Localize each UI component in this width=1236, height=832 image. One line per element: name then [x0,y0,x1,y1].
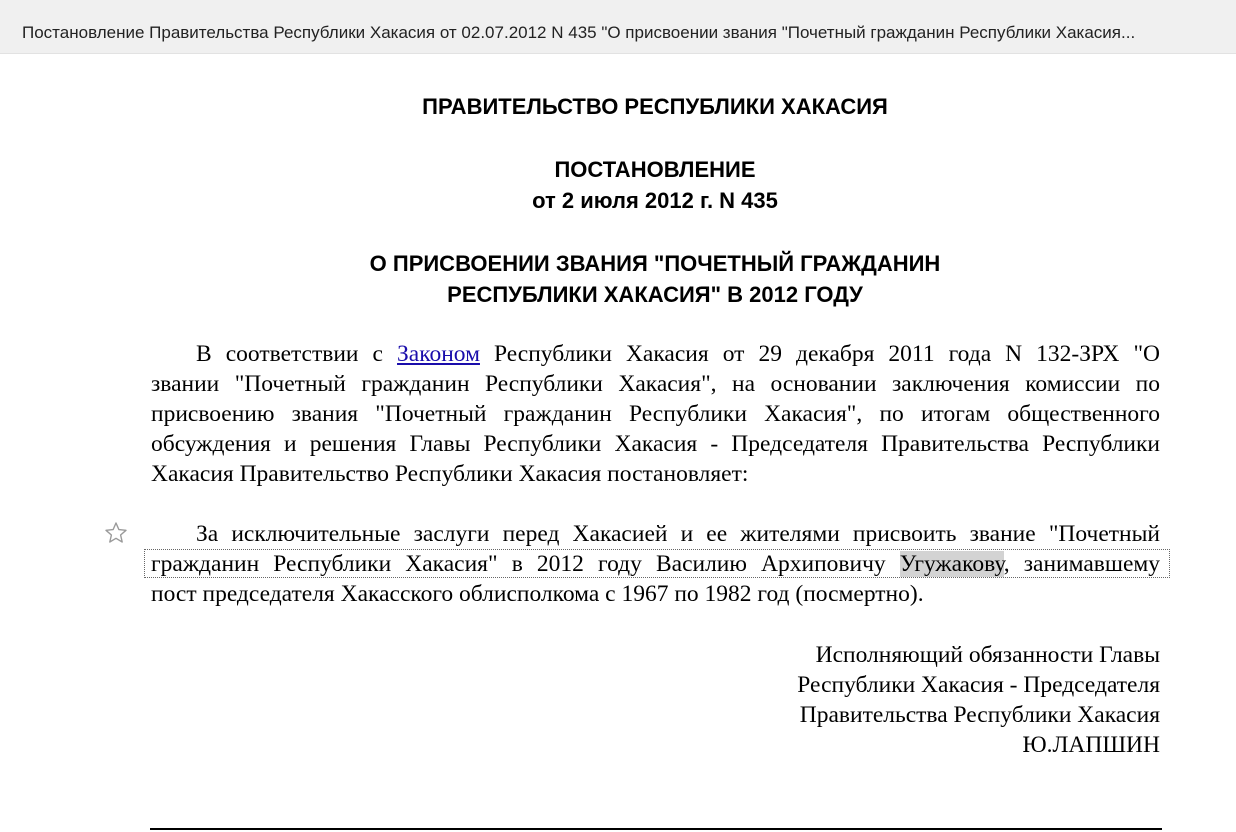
preamble-line-1: В соответствии с Законом Республики Хакасия от 29 декабря 2011 года N 132-ЗРХ "О [196,341,1161,367]
law-link[interactable]: Законом [397,341,480,367]
preamble-line-3: присвоению звания "Почетный гражданин Республики Хакасия", по итогам общественного [151,401,1160,427]
window-title: Постановление Правительства Республики Хакасия от 02.07.2012 N 435 "О присвоении звания "Почетный гражданин Республики Хакасия... [22,23,1136,42]
document-type: ПОСТАНОВЛЕНИЕ [554,157,756,182]
signature-line-3: Правительства Республики Хакасия [799,702,1160,728]
preamble-line-5: Хакасия Правительство Республики Хакасия постановляет: [151,461,749,487]
signature-name: Ю.ЛАПШИН [1022,732,1160,758]
preamble-line-2: звании "Почетный гражданин Республики Хакасия", на основании заключения комиссии по [151,371,1160,397]
signature-line-2: Республики Хакасия - Председателя [797,672,1160,698]
document-subject-line-2: РЕСПУБЛИКИ ХАКАСИЯ" В 2012 ГОДУ [447,282,863,307]
signature-line-1: Исполняющий обязанности Главы [815,642,1160,668]
bottom-divider [150,828,1162,830]
star-icon[interactable] [104,521,128,545]
search-highlight: Угужакову [899,551,1004,577]
document-date: от 2 июля 2012 г. N 435 [532,188,778,213]
resolution-line-2: гражданин Республики Хакасия" в 2012 году Василию Архиповичу Угужакову, занимавшему [151,551,1161,577]
resolution-line-1: За исключительные заслуги перед Хакасией и ее жителями присвоить звание "Почетный [196,521,1160,547]
preamble-line-4: обсуждения и решения Главы Республики Хакасия - Председателя Правительства Республики [151,431,1160,457]
title-bar [0,0,1236,54]
document-subject-line-1: О ПРИСВОЕНИИ ЗВАНИЯ "ПОЧЕТНЫЙ ГРАЖДАНИН [369,251,941,276]
resolution-paragraph [151,519,1160,609]
signature-block [600,640,1160,760]
preamble-paragraph [151,339,1160,489]
resolution-line-3: пост председателя Хакасского облисполкома с 1967 по 1982 год (посмертно). [151,581,924,607]
issuing-authority: ПРАВИТЕЛЬСТВО РЕСПУБЛИКИ ХАКАСИЯ [422,94,888,119]
